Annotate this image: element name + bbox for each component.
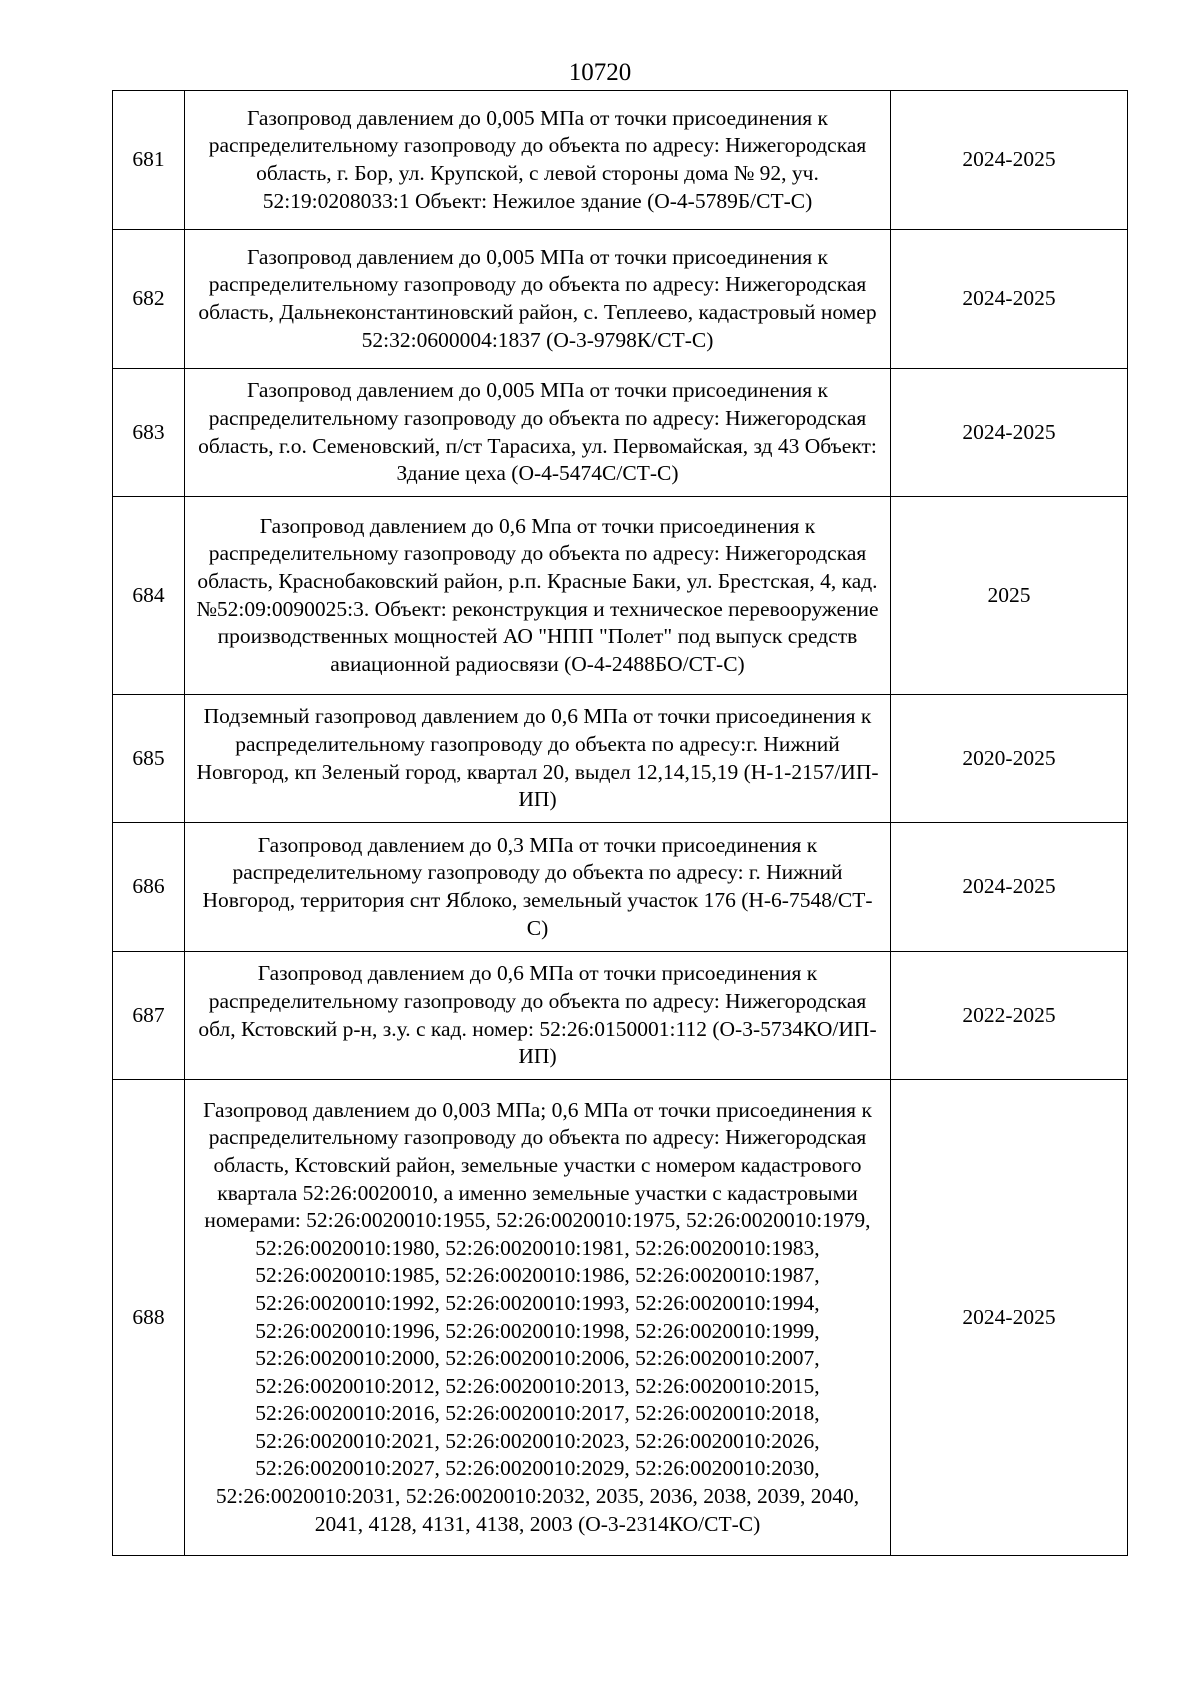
row-period: 2024-2025 [891,369,1128,497]
row-number: 683 [113,369,185,497]
row-description: Газопровод давлением до 0,005 МПа от точки присоединения к распределительному газопроводу до объекта по адресу: Нижегородская область, г. Бор, ул. Крупской, с левой стороны дома № 92, уч. 52:19:0208033:1 Объект: Нежилое здание (О-4-5789Б/СТ-С) [185,91,891,230]
table-row [113,823,1128,952]
table-row [113,497,1128,695]
table-row [113,695,1128,823]
row-period: 2024-2025 [891,1080,1128,1556]
row-period: 2025 [891,497,1128,695]
row-period: 2020-2025 [891,695,1128,823]
row-period: 2024-2025 [891,823,1128,952]
row-description: Газопровод давлением до 0,6 Мпа от точки присоединения к распределительному газопроводу до объекта по адресу: Нижегородская область, Краснобаковский район, р.п. Красные Баки, ул. Брестская, 4, кад.№52:09:0090025:3. Объект: реконструкция и техническое перевооружение производственных мощностей АО "НПП "Полет" под выпуск средств авиационной радиосвязи (О-4-2488БО/СТ-С) [185,497,891,695]
page-number: 10720 [568,59,632,86]
row-description: Газопровод давлением до 0,005 МПа от точки присоединения к распределительному газопроводу до объекта по адресу: Нижегородская область, Дальнеконстантиновский район, с. Теплеево, кадастровый номер 52:32:0600004:1837 (О-3-9798К/СТ-С) [185,230,891,369]
row-number: 684 [113,497,185,695]
row-number: 686 [113,823,185,952]
row-description: Подземный газопровод давлением до 0,6 МПа от точки присоединения к распределительному газопроводу до объекта по адресу:г. Нижний Новгород, кп Зеленый город, квартал 20, выдел 12,14,15,19 (Н-1-2157/ИП-ИП) [185,695,891,823]
row-description: Газопровод давлением до 0,6 МПа от точки присоединения к распределительному газопроводу до объекта по адресу: Нижегородская обл, Кстовский р-н, з.у. с кад. номер: 52:26:0150001:112 (О-3-5734КО/ИП-ИП) [185,952,891,1080]
row-number: 685 [113,695,185,823]
table-row [113,952,1128,1080]
table-row [113,1080,1128,1556]
row-period: 2022-2025 [891,952,1128,1080]
row-number: 681 [113,91,185,230]
row-number: 682 [113,230,185,369]
gas-pipeline-table [112,90,1128,1556]
row-description: Газопровод давлением до 0,3 МПа от точки присоединения к распределительному газопроводу до объекта по адресу: г. Нижний Новгород, территория снт Яблоко, земельный участок 176 (Н-6-7548/СТ-С) [185,823,891,952]
row-description: Газопровод давлением до 0,003 МПа; 0,6 МПа от точки присоединения к распределительному газопроводу до объекта по адресу: Нижегородская область, Кстовский район, земельные участки с номером кадастрового квартала 52:26:0020010, а именно земельные участки с кадастровыми номерами: 52:26:0020010:1955, 52:26:0020010:1975, 52:26:0020010:1979, 52:26:0020010:1980, 52:26:0020010:1981, 52:26:0020010:1983, 52:26:0020010:1985, 52:26:0020010:1986, 52:26:0020010:1987, 52:26:0020010:1992, 52:26:0020010:1993, 52:26:0020010:1994, 52:26:0020010:1996, 52:26:0020010:1998, 52:26:0020010:1999, 52:26:0020010:2000, 52:26:0020010:2006, 52:26:0020010:2007, 52:26:0020010:2012, 52:26:0020010:2013, 52:26:0020010:2015, 52:26:0020010:2016, 52:26:0020010:2017, 52:26:0020010:2018, 52:26:0020010:2021, 52:26:0020010:2023, 52:26:0020010:2026, 52:26:0020010:2027, 52:26:0020010:2029, 52:26:0020010:2030, 52:26:0020010:2031, 52:26:0020010:2032, 2035, 2036, 2038, 2039, 2040, 2041, 4128, 4131, 4138, 2003 (О-3-2314КО/СТ-С) [185,1080,891,1556]
row-number: 688 [113,1080,185,1556]
row-number: 687 [113,952,185,1080]
row-period: 2024-2025 [891,91,1128,230]
row-period: 2024-2025 [891,230,1128,369]
table-row [113,91,1128,230]
table-row [113,369,1128,497]
table-row [113,230,1128,369]
row-description: Газопровод давлением до 0,005 МПа от точки присоединения к распределительному газопроводу до объекта по адресу: Нижегородская область, г.о. Семеновский, п/ст Тарасиха, ул. Первомайская, зд 43 Объект: Здание цеха (О-4-5474С/СТ-С) [185,369,891,497]
